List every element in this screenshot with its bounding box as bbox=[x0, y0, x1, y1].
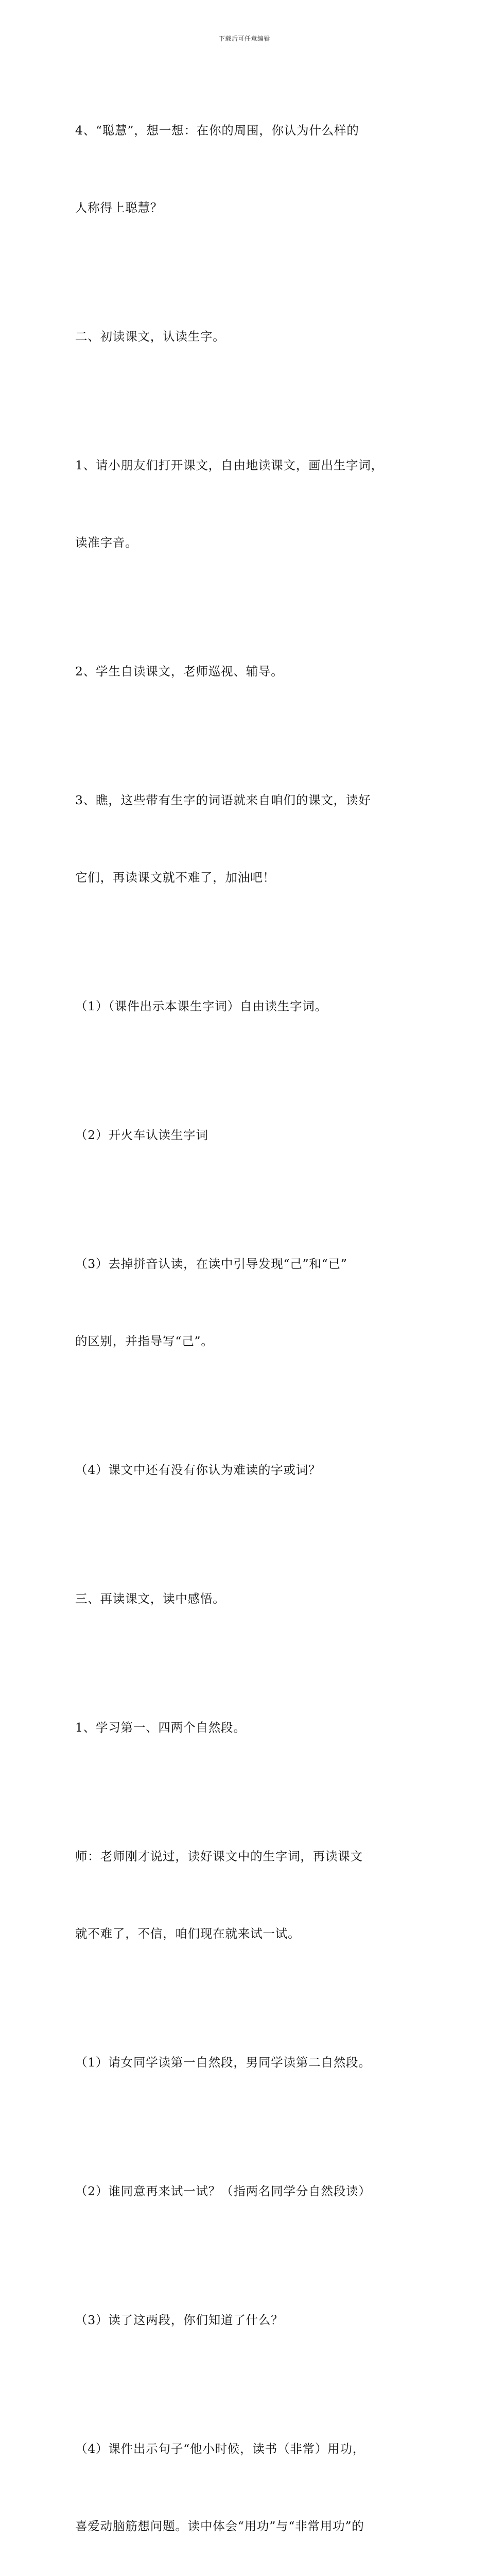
paragraph bbox=[75, 66, 425, 272]
text-line: （3）去掉拼音认读，在读中引导发现“己”和“已” bbox=[75, 1257, 347, 1271]
paragraph bbox=[75, 942, 425, 1071]
section-heading bbox=[75, 1534, 425, 1663]
paragraph bbox=[75, 401, 425, 607]
paragraph bbox=[75, 1405, 425, 1534]
text-line: 4、“聪慧”，想一想：在你的周围，你认为什么样的 bbox=[75, 123, 359, 138]
document-body bbox=[75, 66, 425, 2576]
text-line: 人称得上聪慧？ bbox=[75, 200, 163, 215]
page-header: 下载后可任意编辑 bbox=[218, 35, 270, 42]
section-heading bbox=[75, 272, 425, 401]
text-line: （2）开火车认读生字词 bbox=[75, 1128, 208, 1142]
text-line: （4）课文中还有没有你认为难读的字或词？ bbox=[75, 1463, 321, 1477]
paragraph bbox=[75, 1792, 425, 1998]
text-line: 就不难了，不信，咱们现在就来试一试。 bbox=[75, 1926, 301, 1941]
paragraph bbox=[75, 1998, 425, 2127]
text-line: 读准字音。 bbox=[75, 535, 138, 550]
text-line: 三、再读课文，读中感悟。 bbox=[75, 1591, 225, 1606]
text-line: 1、学习第一、四两个自然段。 bbox=[75, 1720, 246, 1735]
text-line: 二、初读课文，认读生字。 bbox=[75, 329, 225, 344]
text-line: （3）读了这两段，你们知道了什么？ bbox=[75, 2313, 284, 2327]
paragraph bbox=[75, 1663, 425, 1792]
text-line: 师：老师刚才说过，读好课文中的生字词，再读课文 bbox=[75, 1849, 363, 1863]
text-line: 3、瞧，这些带有生字的词语就来自咱们的课文，读好 bbox=[75, 793, 371, 807]
text-line: 的区别，并指导写“己”。 bbox=[75, 1334, 214, 1348]
text-line: （4）课件出示句子“他小时候，读书（非常）用功， bbox=[75, 2442, 365, 2456]
text-line: 喜爱动脑筋想问题。读中体会“用功”与“非常用功”的 bbox=[75, 2519, 364, 2533]
text-line: 2、学生自读课文，老师巡视、辅导。 bbox=[75, 664, 284, 679]
paragraph bbox=[75, 2127, 425, 2256]
paragraph bbox=[75, 607, 425, 736]
paragraph bbox=[75, 1071, 425, 1199]
paragraph bbox=[75, 2256, 425, 2384]
paragraph bbox=[75, 2384, 425, 2576]
text-line: （1）请女同学读第一自然段，男同学读第二自然段。 bbox=[75, 2055, 371, 2070]
paragraph bbox=[75, 1199, 425, 1405]
text-line: （1）（课件出示本课生字词）自由读生字词。 bbox=[75, 999, 328, 1013]
text-line: （2）谁同意再来试一试？（指两名同学分自然段读） bbox=[75, 2184, 371, 2198]
text-line: 1、请小朋友们打开课文，自由地读课文，画出生字词， bbox=[75, 458, 383, 472]
text-line: 它们，再读课文就不难了，加油吧！ bbox=[75, 870, 275, 885]
paragraph bbox=[75, 736, 425, 942]
